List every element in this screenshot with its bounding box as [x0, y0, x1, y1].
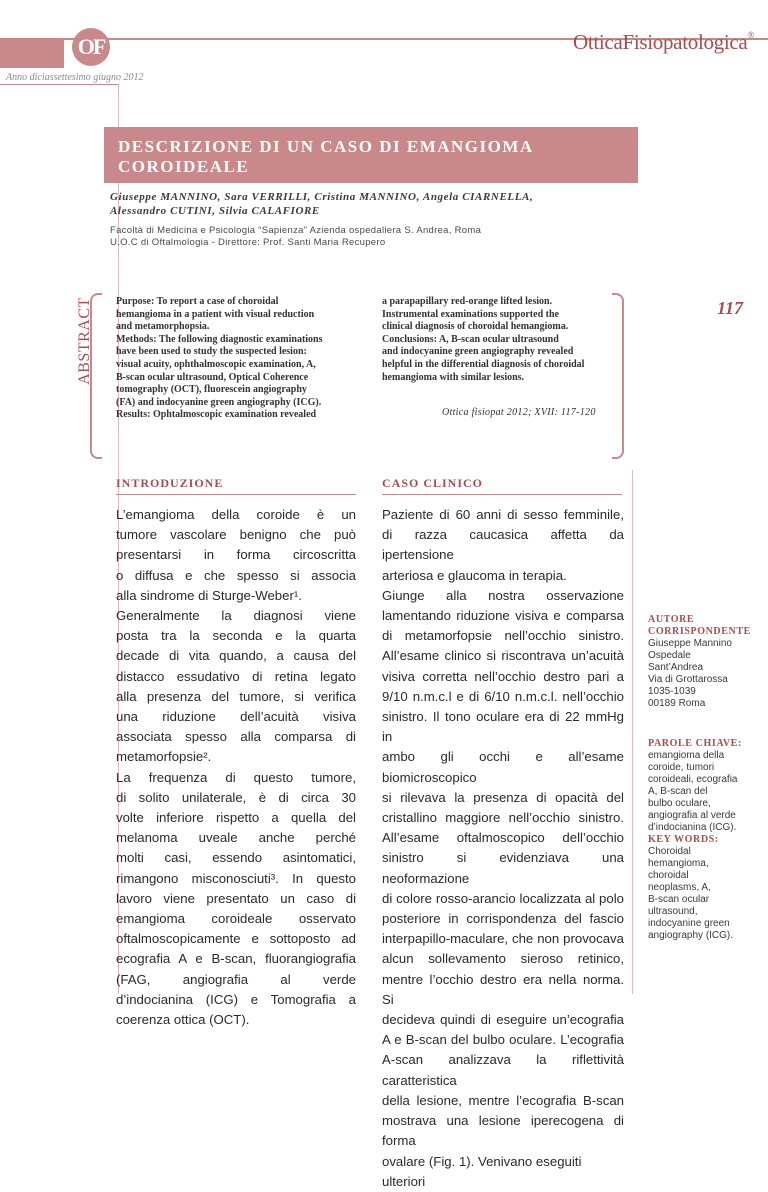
body-line: di colore rosso-arancio localizzata al polo: [382, 890, 624, 906]
case-body: [382, 505, 624, 1192]
body-line: volte inferiore rispetto a quella del: [116, 810, 356, 826]
keywords-box: [648, 738, 760, 942]
abstract-line: B-scan ocular ultrasound, Optical Coherence: [116, 371, 309, 383]
body-line: tumore vascolare benigno che può: [116, 527, 356, 543]
body-line: Giunge alla nostra osservazione: [382, 587, 624, 603]
keywords-it: [648, 750, 760, 834]
body-line: metamorfopsie².: [116, 749, 212, 765]
abstract-line: tomography (OCT), fluorescein angiography: [116, 384, 307, 396]
article-title-line: DESCRIZIONE DI UN CASO DI EMANGIOMA: [118, 137, 534, 156]
abstract-line: have been used to study the suspected lesion:: [116, 346, 307, 358]
abstract-line: hemangioma with similar lesions.: [382, 371, 525, 383]
abstract-line: and indocyanine green angiography revealed: [382, 346, 574, 358]
author-line: Sant’Andrea: [648, 662, 704, 673]
abstract-line: Results: Ophtalmoscopic examination revealed: [116, 409, 317, 421]
body-line: si rilevava la presenza di opacità del: [382, 789, 624, 805]
body-line: ovalare (Fig. 1). Venivano eseguiti ulteriori: [382, 1153, 582, 1189]
abstract-line: Purpose: To report a case of choroidal: [116, 296, 279, 307]
body-line: mentre l’occhio destro era nella norma. Si: [382, 971, 624, 1007]
author-line: Via di Grottarossa: [648, 674, 728, 685]
abstract-label-text: ABSTRACT: [76, 297, 93, 385]
keyword-line: B-scan ocular: [648, 894, 710, 905]
author-line: 00189 Roma: [648, 698, 706, 709]
journal-name: [573, 30, 754, 55]
body-line: di solito unilaterale, è di circa 30: [116, 789, 356, 805]
body-line: A e B-scan del bulbo oculare. L’ecografia: [382, 1032, 624, 1048]
author-heading: CORRISPONDENTE: [648, 626, 751, 637]
article-title-line: COROIDEALE: [118, 157, 250, 176]
keyword-line: coroide, tumori: [648, 762, 715, 773]
keywords-en: [648, 846, 760, 942]
body-line: decade di vita quando, a causa del: [116, 648, 356, 664]
body-line: emangioma coroideale osservato: [116, 911, 356, 927]
keywords-heading: PAROLE CHIAVE:: [648, 738, 742, 749]
section-rule: [116, 494, 356, 495]
abstract-line: visual acuity, ophthalmoscopic examination, A,: [116, 358, 316, 370]
keyword-line: Choroidal: [648, 846, 691, 857]
author-line: Ospedale: [648, 650, 691, 661]
body-line: coerenza ottica (OCT).: [116, 1012, 250, 1028]
section-heading-intro: INTRODUZIONE: [116, 476, 224, 490]
body-line: rimangono misconosciuti³. In questo: [116, 870, 356, 886]
abstract-citation: Ottica fisiopat 2012; XVII: 117-120: [442, 407, 596, 418]
body-line: A-scan analizzava la riflettività caratteristica: [382, 1052, 624, 1088]
keyword-line: emangioma della: [648, 750, 725, 761]
author-heading: AUTORE: [648, 614, 695, 625]
body-line: All’esame clinico si riscontrava un’acuità: [382, 648, 624, 664]
body-line: visiva corretta nell’occhio destro pari a: [382, 668, 624, 684]
authors-line: Giuseppe MANNINO, Sara VERRILLI, Cristina MANNINO, Angela CIARNELLA,: [110, 191, 534, 203]
body-line: mostrava una lesione iperecogena di forma: [382, 1113, 624, 1149]
body-line: L’emangioma della coroide è un: [116, 507, 356, 522]
abstract-right-column: [382, 296, 614, 384]
abstract-line: Conclusions: A, B-scan ocular ultrasound: [382, 333, 559, 345]
keyword-line: neoplasms, A,: [648, 882, 711, 893]
body-line: Generalmente la diagnosi viene: [116, 608, 356, 624]
body-line: posteriore in corrispondenza del fascio: [382, 911, 624, 927]
body-line: interpapillo-maculare, che non provocava: [382, 931, 624, 947]
body-line: posta tra la seconda e la quarta: [116, 628, 356, 644]
page-number: 117: [716, 298, 743, 318]
author-line: 1035-1039: [648, 686, 696, 697]
abstract-bracket-left: [90, 293, 102, 459]
title-banner: [104, 127, 638, 183]
body-line: La frequenza di questo tumore,: [116, 769, 356, 785]
issue-line: Anno diciassettesimo giugno 2012: [6, 72, 144, 83]
body-line: di razza caucasica affetta da ipertensione: [382, 527, 624, 563]
affiliation-line: U.O.C di Oftalmologia - Direttore: Prof. Santi Maria Recupero: [110, 237, 386, 248]
body-line: lamentando riduzione visiva e comparsa: [382, 608, 624, 624]
section-heading-case: CASO CLINICO: [382, 476, 484, 490]
body-line: alcun sollevamento sieroso retinico,: [382, 951, 624, 967]
keyword-line: angiography (ICG).: [648, 930, 734, 941]
keywords-en-heading: KEY WORDS:: [648, 834, 719, 845]
registered-mark: ®: [747, 30, 754, 40]
body-line: sinistro. Il tono oculare era di 22 mmHg in: [382, 709, 624, 745]
keyword-line: angiografia al verde: [648, 810, 736, 821]
abstract-line: Instrumental examinations supported the: [382, 308, 559, 320]
abstract-line: and metamorphopsia.: [116, 321, 210, 333]
journal-logo: OF: [72, 28, 110, 66]
body-line: melanoma uveale anche perché: [116, 830, 356, 846]
header-color-block: [0, 40, 64, 68]
sidebar-rule: [632, 470, 633, 994]
keyword-line: d’indocianina (ICG).: [648, 822, 737, 833]
keyword-line: hemangioma,: [648, 858, 709, 869]
body-line: ambo gli occhi e all’esame biomicroscopico: [382, 749, 624, 785]
body-line: (FAG, angiografia al verde: [116, 971, 356, 987]
body-line: oftalmoscopicamente e sottoposto ad: [116, 931, 356, 947]
abstract-line: clinical diagnosis of choroidal hemangioma.: [382, 321, 569, 333]
body-line: decideva quindi di eseguire un’ecografia: [382, 1012, 624, 1028]
abstract-line: a parapapillary red-orange lifted lesion.: [382, 296, 553, 307]
body-line: distacco essudativo di retina legato: [116, 668, 356, 684]
article-title: [118, 137, 624, 177]
body-line: cristallino maggiore nell’occhio sinistro.: [382, 810, 624, 826]
keyword-line: ultrasound,: [648, 906, 698, 917]
body-line: di metamorfopsie nell’occhio sinistro.: [382, 628, 624, 644]
body-line: alla presenza del tumore, si verifica: [116, 688, 356, 704]
body-line: della lesione, mentre l’ecografia B-scan: [382, 1092, 624, 1108]
abstract-line: helpful in the differential diagnosis of choroidal: [382, 358, 585, 370]
body-line: una riduzione dell’acuità visiva: [116, 709, 356, 725]
body-line: arteriosa e glaucoma in terapia.: [382, 567, 567, 583]
affiliation-line: Facoltà di Medicina e Psicologia “Sapienza” Azienda ospedaliera S. Andrea, Roma: [110, 225, 482, 236]
body-line: molti casi, essendo asintomatici,: [116, 850, 356, 866]
affiliation: [110, 225, 630, 249]
body-line: All’esame oftalmoscopico dell’occhio: [382, 830, 624, 846]
body-line: o diffusa e che spesso si associa: [116, 567, 356, 583]
abstract-line: Methods: The following diagnostic examinations: [116, 333, 323, 345]
author-address: [648, 638, 760, 710]
section-rule: [382, 494, 622, 495]
body-line: alla sindrome di Sturge-Weber¹.: [116, 587, 302, 603]
keyword-line: bulbo oculare,: [648, 798, 711, 809]
keyword-line: coroideali, ecografia: [648, 774, 738, 785]
keyword-line: choroidal: [648, 870, 689, 881]
issue-rule: [0, 84, 118, 85]
authors-line: Alessandro CUTINI, Silvia CALAFIORE: [110, 205, 320, 217]
body-line: associata spesso alla comparsa di: [116, 729, 356, 745]
corresponding-author: [648, 614, 760, 710]
intro-body: [116, 505, 356, 1030]
body-line: Paziente di 60 anni di sesso femminile,: [382, 507, 624, 522]
abstract-left-column: [116, 296, 352, 422]
journal-name-text: OtticaFisiopatologica: [572, 30, 748, 54]
abstract-line: hemangioma in a patient with visual reduction: [116, 308, 315, 320]
body-line: ecografia A e B-scan, fluorangiografia: [116, 951, 356, 967]
abstract-line: (FA) and indocyanine green angiography (ICG).: [116, 396, 322, 408]
body-line: lavoro viene presentato un caso di: [116, 890, 356, 906]
authors: [110, 190, 630, 218]
author-line: Giuseppe Mannino: [648, 638, 732, 649]
body-line: d’indocianina (ICG) e Tomografia a: [116, 991, 356, 1007]
keyword-line: A, B-scan del: [648, 786, 708, 797]
body-line: 9/10 n.m.c.l e di 6/10 n.m.c.l. nell’occhio: [382, 688, 624, 704]
body-line: sinistro si evidenziava una neoformazione: [382, 850, 624, 886]
keyword-line: indocyanine green: [648, 918, 730, 929]
body-line: presentarsi in forma circoscritta: [116, 547, 356, 563]
